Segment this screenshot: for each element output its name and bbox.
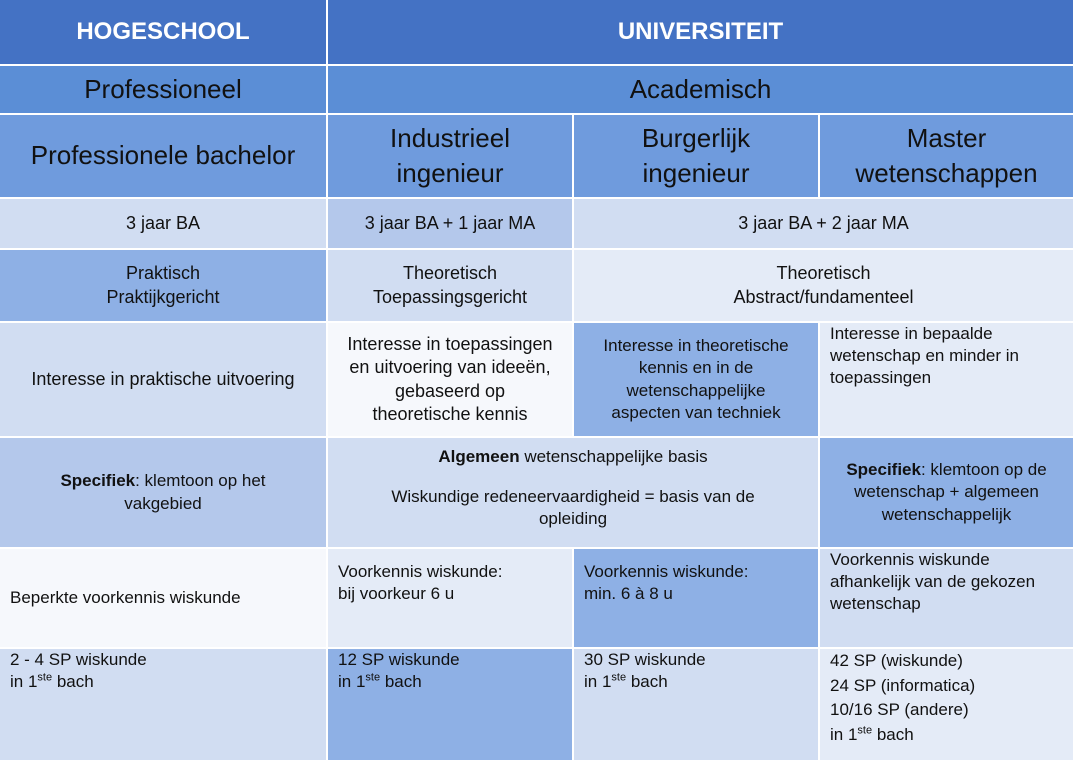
track-burg-line1: Burgerlijk <box>641 122 751 153</box>
interest-prof <box>0 323 328 438</box>
focus-master-bold: Specifiek <box>846 460 921 480</box>
interest-burg-line4: aspecten van techniek <box>611 402 781 422</box>
track-burg-line2: ingenieur <box>642 158 750 188</box>
credits-burg-in: in 1 <box>584 672 612 692</box>
track-professionele-bachelor <box>0 115 328 199</box>
credits-burg <box>574 649 820 762</box>
credits-burg-bach: bach <box>626 672 668 692</box>
band-professioneel <box>0 66 328 115</box>
interest-burg-line3: wetenschappelijke <box>626 380 766 400</box>
credits-burg-line2 <box>584 671 668 693</box>
duration-ind <box>328 199 574 250</box>
credits-burg-sup: ste <box>611 671 627 684</box>
credits-ind-sup: ste <box>365 671 381 684</box>
credits-ind-bach: bach <box>380 672 422 692</box>
focus-master <box>820 438 1075 549</box>
interest-burg-line1: Interesse in theoretische <box>603 336 789 356</box>
credits-prof <box>0 649 328 762</box>
credits-prof-in: in 1 <box>10 672 38 692</box>
duration-univ-text: 3 jaar BA + 2 jaar MA <box>738 212 909 233</box>
credits-master-in: in 1 <box>830 724 858 744</box>
focus-master-rest1: : klemtoon op de <box>920 460 1047 480</box>
character-ind-line1: Theoretisch <box>402 263 498 284</box>
credits-master-line3: 10/16 SP (andere) <box>830 700 969 720</box>
focus-prof-line1 <box>60 470 265 492</box>
character-prof-line1: Praktisch <box>125 263 201 284</box>
credits-master-sup: ste <box>857 724 873 737</box>
credits-prof-line2 <box>10 671 94 693</box>
prior-prof-text: Beperkte voorkennis wiskunde <box>10 587 241 607</box>
focus-prof-bold: Specifiek <box>60 471 136 491</box>
track-master-wetenschappen <box>820 115 1075 199</box>
credits-prof-bach: bach <box>52 672 94 692</box>
credits-prof-line1: 2 - 4 SP wiskunde <box>10 650 147 669</box>
credits-prof-sup: ste <box>37 671 53 684</box>
prior-ind-line1: Voorkennis wiskunde: <box>338 562 503 581</box>
prior-burg <box>574 549 820 649</box>
interest-master-line2: wetenschap en minder in <box>830 346 1020 366</box>
band-academisch <box>328 66 1075 115</box>
character-univ <box>574 250 1075 323</box>
focus-mid-line1 <box>438 446 707 468</box>
interest-prof-text: Interesse in praktische uitvoering <box>31 368 295 389</box>
track-master-line1: Master <box>906 122 987 153</box>
track-ind-line1: Industrieel <box>390 122 510 153</box>
prior-master-line1: Voorkennis wiskunde <box>830 550 990 569</box>
track-industrieel-ingenieur <box>328 115 574 199</box>
prior-master-line2: afhankelijk van de gekozen <box>830 572 1036 592</box>
duration-prof-text: 3 jaar BA <box>125 212 201 233</box>
focus-mid-line2: Wiskundige redeneervaardigheid = basis van de <box>391 487 755 507</box>
prior-master-line3: wetenschap <box>830 594 921 614</box>
prior-prof <box>0 549 328 649</box>
focus-mid-bold: Algemeen <box>438 447 520 466</box>
prior-burg-line1: Voorkennis wiskunde: <box>584 562 749 581</box>
duration-ind-text: 3 jaar BA + 1 jaar MA <box>364 212 536 233</box>
credits-master-line4 <box>830 723 914 748</box>
interest-ind-line1: Interesse in toepassingen <box>347 333 553 354</box>
credits-master-line2: 24 SP (informatica) <box>830 675 976 695</box>
focus-mid-line3: opleiding <box>538 509 608 529</box>
prior-master <box>820 549 1075 649</box>
credits-master <box>820 649 1075 762</box>
interest-master-line1: Interesse in bepaalde <box>830 324 993 343</box>
interest-ind-line4: theoretische kennis <box>372 403 528 424</box>
credits-ind-line2 <box>338 671 422 693</box>
duration-univ <box>574 199 1075 250</box>
track-prof-text: Professionele bachelor <box>30 140 296 171</box>
focus-prof-line2: vakgebied <box>124 493 202 513</box>
interest-master-line3: toepassingen <box>830 368 932 388</box>
focus-master-line3: wetenschappelijk <box>881 504 1012 524</box>
credits-burg-line1: 30 SP wiskunde <box>584 650 706 669</box>
character-ind-line2: Toepassingsgericht <box>372 286 528 307</box>
character-univ-line1: Theoretisch <box>776 263 871 284</box>
interest-burg <box>574 323 820 438</box>
track-ind-line2: ingenieur <box>396 158 504 188</box>
header-universiteit <box>328 0 1075 66</box>
interest-ind-line3: gebaseerd op <box>394 380 506 401</box>
credits-ind-in: in 1 <box>338 672 366 692</box>
focus-prof <box>0 438 328 549</box>
credits-master-bach: bach <box>872 724 914 744</box>
interest-burg-line2: kennis en in de <box>638 358 754 378</box>
character-prof <box>0 250 328 323</box>
focus-master-line1 <box>846 459 1046 481</box>
track-master-line2: wetenschappen <box>855 158 1038 188</box>
character-univ-line2: Abstract/fundamenteel <box>733 286 914 307</box>
focus-mid <box>328 438 820 549</box>
focus-mid-rest: wetenschappelijke basis <box>519 447 708 466</box>
band-academisch-text: Academisch <box>629 73 772 104</box>
credits-ind <box>328 649 574 762</box>
prior-ind-line2: bij voorkeur 6 u <box>338 584 455 604</box>
track-burgerlijk-ingenieur <box>574 115 820 199</box>
credits-master-line1: 42 SP (wiskunde) <box>830 651 963 670</box>
prior-ind <box>328 549 574 649</box>
character-prof-line2: Praktijkgericht <box>106 286 220 307</box>
focus-prof-rest1: : klemtoon op het <box>135 471 266 491</box>
credits-ind-line1: 12 SP wiskunde <box>338 650 460 669</box>
interest-ind-line2: en uitvoering van ideeën, <box>349 357 551 378</box>
band-professioneel-text: Professioneel <box>84 73 242 104</box>
interest-ind <box>328 323 574 438</box>
header-hogeschool-text: HOGESCHOOL <box>76 18 250 46</box>
prior-burg-line2: min. 6 à 8 u <box>584 584 673 604</box>
duration-prof <box>0 199 328 250</box>
focus-master-line2: wetenschap + algemeen <box>854 482 1039 502</box>
header-hogeschool <box>0 0 328 66</box>
interest-master <box>820 323 1075 438</box>
character-ind <box>328 250 574 323</box>
header-universiteit-text: UNIVERSITEIT <box>617 18 784 46</box>
